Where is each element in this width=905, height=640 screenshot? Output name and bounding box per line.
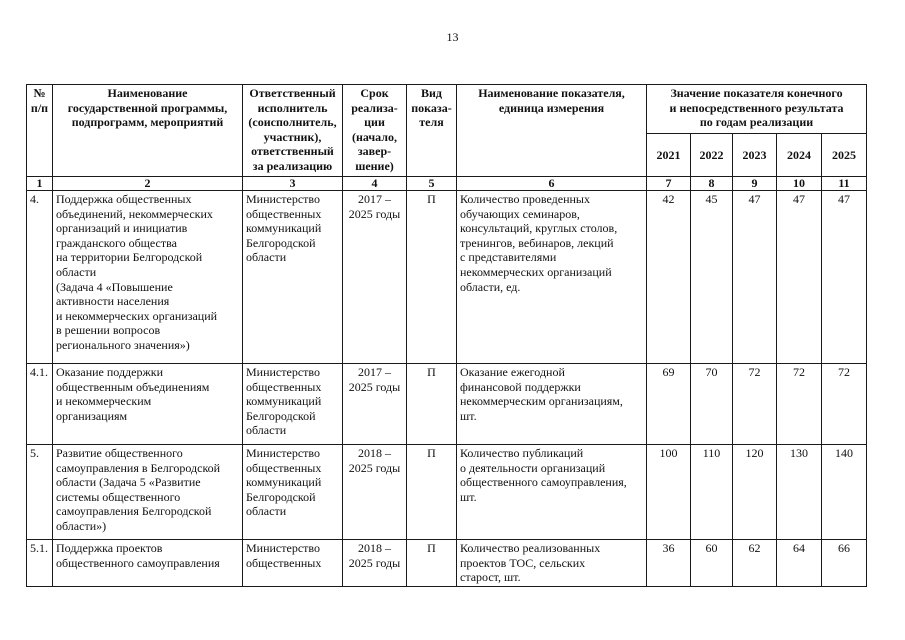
row-value-2021: 36 (647, 540, 691, 587)
row-value-2021: 69 (647, 364, 691, 445)
row-program-name: Оказание поддержки общественным объединениям и некоммерческим организациям (53, 364, 243, 445)
row-number: 4.1. (27, 364, 53, 445)
header-year-2021: 2021 (647, 134, 691, 177)
table-row (27, 540, 867, 587)
row-value-2025: 72 (822, 364, 867, 445)
table-row (27, 445, 867, 540)
header-year-2024: 2024 (777, 134, 822, 177)
column-number: 6 (457, 177, 647, 191)
column-number: 2 (53, 177, 243, 191)
column-number: 8 (691, 177, 733, 191)
header-indicator-type: Вид показа- теля (407, 85, 457, 177)
row-value-2023: 72 (733, 364, 777, 445)
row-value-2023: 62 (733, 540, 777, 587)
row-value-2025: 140 (822, 445, 867, 540)
column-numbers-row (27, 177, 867, 191)
row-value-2025: 47 (822, 191, 867, 364)
row-indicator-name: Оказание ежегодной финансовой поддержки некоммерческим организациям, шт. (457, 364, 647, 445)
row-period: 2017 – 2025 годы (343, 364, 407, 445)
row-indicator-type: П (407, 191, 457, 364)
row-value-2022: 60 (691, 540, 733, 587)
column-number: 7 (647, 177, 691, 191)
row-period: 2018 – 2025 годы (343, 445, 407, 540)
row-value-2022: 110 (691, 445, 733, 540)
row-value-2024: 72 (777, 364, 822, 445)
row-period: 2018 – 2025 годы (343, 540, 407, 587)
row-indicator-type: П (407, 445, 457, 540)
page-number: 13 (446, 30, 459, 44)
table-row (27, 191, 867, 364)
header-indicator-name: Наименование показателя, единица измерения (457, 85, 647, 177)
header-program-name: Наименование государственной программы, подпрограмм, мероприятий (53, 85, 243, 177)
row-program-name: Развитие общественного самоуправления в Белгородской области (Задача 5 «Развитие системы общественного самоуправления Белгородской области») (53, 445, 243, 540)
row-indicator-name: Количество реализованных проектов ТОС, сельских старост, шт. (457, 540, 647, 587)
header-number: № п/п (27, 85, 53, 177)
column-number: 4 (343, 177, 407, 191)
row-value-2022: 70 (691, 364, 733, 445)
header-period: Срок реализа- ции (начало, завер- шение) (343, 85, 407, 177)
row-program-name: Поддержка общественных объединений, некоммерческих организаций и инициатив гражданского общества на территории Белгородской области (Задача 4 «Повышение активности населения и некоммерческих организаций в решении вопросов регионального значения») (53, 191, 243, 364)
row-number: 4. (27, 191, 53, 364)
row-value-2023: 47 (733, 191, 777, 364)
row-executor: Министерство общественных коммуникаций Белгородской области (243, 191, 343, 364)
column-number: 3 (243, 177, 343, 191)
row-program-name: Поддержка проектов общественного самоуправления (53, 540, 243, 587)
row-number: 5. (27, 445, 53, 540)
row-executor: Министерство общественных коммуникаций Белгородской области (243, 364, 343, 445)
row-executor: Министерство общественных коммуникаций Белгородской области (243, 445, 343, 540)
indicators-table (26, 84, 867, 587)
row-indicator-name: Количество публикаций о деятельности организаций общественного самоуправления, шт. (457, 445, 647, 540)
column-number: 5 (407, 177, 457, 191)
column-number: 10 (777, 177, 822, 191)
header-year-2022: 2022 (691, 134, 733, 177)
row-value-2024: 47 (777, 191, 822, 364)
row-number: 5.1. (27, 540, 53, 587)
row-value-2021: 42 (647, 191, 691, 364)
row-value-2021: 100 (647, 445, 691, 540)
row-executor: Министерство общественных (243, 540, 343, 587)
row-value-2025: 66 (822, 540, 867, 587)
header-year-2023: 2023 (733, 134, 777, 177)
row-value-2024: 130 (777, 445, 822, 540)
row-period: 2017 – 2025 годы (343, 191, 407, 364)
header-values-group: Значение показателя конечного и непосредственного результата по годам реализации (647, 85, 867, 134)
column-number: 9 (733, 177, 777, 191)
table-row (27, 364, 867, 445)
row-value-2024: 64 (777, 540, 822, 587)
row-indicator-type: П (407, 540, 457, 587)
header-executor: Ответственный исполнитель (соисполнитель, участник), ответственный за реализацию (243, 85, 343, 177)
column-number: 1 (27, 177, 53, 191)
column-number: 11 (822, 177, 867, 191)
header-year-2025: 2025 (822, 134, 867, 177)
row-indicator-name: Количество проведенных обучающих семинаров, консультаций, круглых столов, тренингов, вебинаров, лекций с представителями некоммерческих организаций области, ед. (457, 191, 647, 364)
row-value-2023: 120 (733, 445, 777, 540)
row-value-2022: 45 (691, 191, 733, 364)
row-indicator-type: П (407, 364, 457, 445)
